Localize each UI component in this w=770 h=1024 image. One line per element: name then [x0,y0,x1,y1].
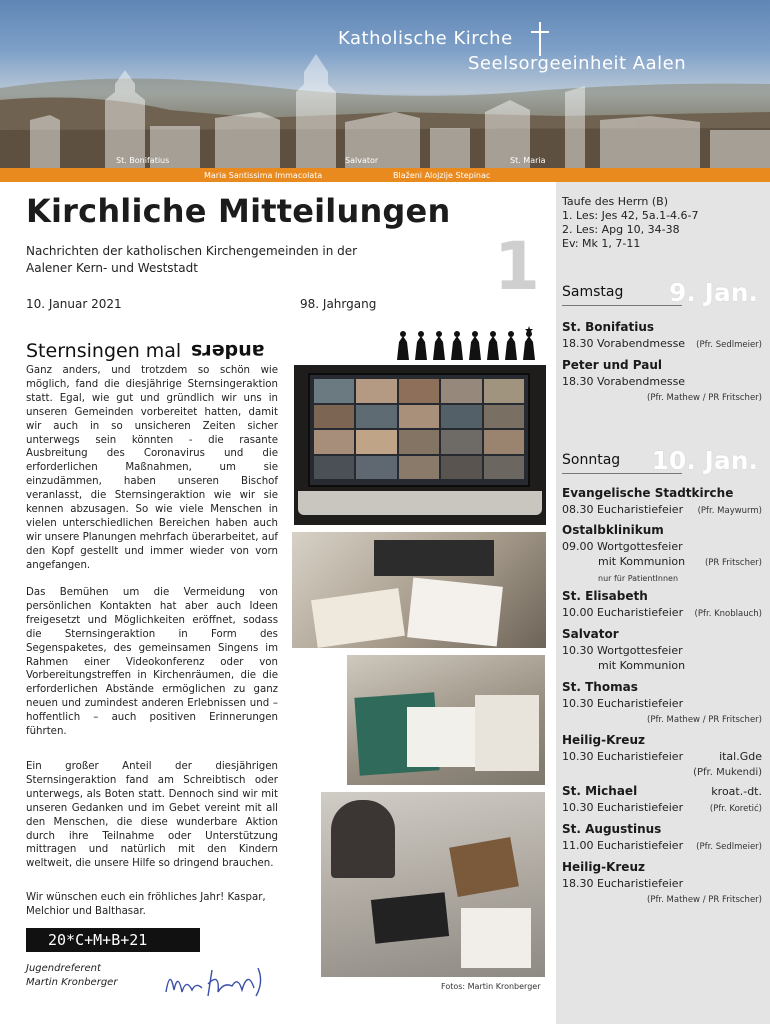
article-paragraph-1: Ganz anders, und trotzdem so schön wie möglich, fand die diesjährige Sternsingeraktion statt. Egal, wie gut und gründlich wir uns in unseren Gemeinden vorbereitet hatten, damit wir auch in so unsicheren Zeiten sicher unterwegs sein könnten - die rasante Ausbreitung des Coronavirus und die erforderlichen Maßnahmen, um sie einzudämmen, haben unseren Bischof veranlasst, die Sternsingeraktion wie wir sie kennen abzusagen. So wie viele Menschen in vielen unterschiedlichen Bereichen haben auch wir unsere Planungen mehrfach überarbeitet, auf den Kopf gestellt und immer wieder von vorn angefangen. [26,365,278,571]
service-time-2: mit Kommunion [598,555,686,568]
church-name: Ostalbklinikum [562,523,664,537]
service-time: 18.30 Eucharistiefeier [562,877,684,890]
church-name: St. Elisabeth [562,589,648,603]
issue-volume: 98. Jahrgang [300,297,377,311]
handwritten-signature-image [160,962,275,1000]
church-name: St. Michael [562,784,638,798]
star-singers-silhouette-icon [395,326,545,360]
service-entry [562,733,762,780]
day-header-saturday [556,278,770,314]
photo-desk-preparation [292,532,546,648]
church-name: Salvator [562,627,619,641]
reading-gospel: Ev: Mk 1, 7-11 [562,237,641,250]
service-entry [562,822,762,855]
church-label-stepinac: Blaženi Alojzije Stepinac [393,171,491,180]
service-priest: (Pfr. Sedlmeier) [696,340,762,350]
service-time: 11.00 Eucharistiefeier [562,839,684,852]
service-time: 10.30 Eucharistiefeier [562,697,684,710]
service-time: 10.30 Eucharistiefeier [562,801,684,814]
service-priest: (Pfr. Koretić) [709,804,762,814]
service-entry [562,680,762,728]
service-priest: (Pfr. Mathew / PR Fritscher) [647,895,762,905]
service-time: 10.30 Wortgottesfeier [562,644,683,657]
church-label-bar [0,168,770,182]
service-community: kroat.-dt. [711,785,762,798]
church-name: Peter und Paul [562,358,662,372]
city-panorama-image [0,0,770,168]
author-role: Jugendreferent [26,963,101,974]
service-time: 18.30 Vorabendmesse [562,337,686,350]
reading-first: 1. Les: Jes 42, 5a.1-4.6-7 [562,209,699,222]
author-name: Martin Kronberger [26,977,118,988]
service-entry [562,523,762,586]
day-underline [562,305,682,306]
header-banner [0,0,770,168]
service-time: 08.30 Eucharistiefeier [562,503,684,516]
service-entry [562,358,762,406]
service-priest: (Pfr. Mathew / PR Fritscher) [647,393,762,403]
blessing-stamp: 20*C+M+B+21 [26,928,200,952]
church-label-immacolata: Maria Santissima Immacolata [204,171,323,180]
church-label-st-maria: St. Maria [510,156,546,165]
day-date: 9. Jan. [668,278,758,307]
day-label: Samstag [562,284,624,300]
service-time-2: mit Kommunion [598,659,686,672]
service-priest: (PR Fritscher) [704,558,762,568]
brand-line-2: Seelsorgeeinheit Aalen [468,53,687,74]
church-name: Heilig-Kreuz [562,860,645,874]
church-name: St. Thomas [562,680,638,694]
service-entry [562,589,762,622]
service-time: 10.00 Eucharistiefeier [562,606,684,619]
brand-line-1: Katholische Kirche [338,28,513,49]
author-signature-block [26,962,117,990]
service-entry [562,860,762,908]
church-name: Evangelische Stadtkirche [562,486,734,500]
service-entry [562,627,762,673]
page-title: Kirchliche Mitteilungen [26,192,451,230]
day-date: 10. Jan. [651,446,758,475]
page-subtitle: Nachrichten der katholischen Kirchengemeinden in der Aalener Kern- und Weststadt [26,244,358,275]
day-header-sunday [556,446,770,482]
reading-second: 2. Les: Apg 10, 34-38 [562,223,680,236]
church-label-bonifatius: St. Bonifatius [116,156,170,165]
service-priest: (Pfr. Sedlmeier) [696,842,762,852]
photo-video-conference [294,365,546,525]
service-priest: (Pfr. Knoblauch) [694,609,762,619]
liturgy-readings [562,195,699,251]
service-priest: (Pfr. Maywurm) [697,506,762,516]
article-paragraph-3: Ein großer Anteil der diesjährigen Sternsingeraktion fand am Schreibtisch oder unterwegs, als Boten statt. Dennoch sind wir mit unseren Gedanken und im Gebet vereint mit all den Menschen, die diese wunderbare Aktion durch ihre Teilnahme oder Unterstützung mittragen und natürlich mit den Kindern weltweit, die unsere Hilfe so dringend brauchen. [26,761,278,870]
article-heading [26,340,265,362]
church-label-salvator: Salvator [345,156,379,165]
service-priest: (Pfr. Mathew / PR Fritscher) [647,715,762,725]
service-time: 18.30 Vorabendmesse [562,375,686,388]
church-name: Heilig-Kreuz [562,733,645,747]
service-note: nur für PatientInnen [598,574,679,583]
church-name: St. Augustinus [562,822,662,836]
church-name: St. Bonifatius [562,320,655,334]
article-paragraph-2: Das Bemühen um die Vermeidung von persönlichen Kontakten hat aber auch Ideen freigesetzt und Möglichkeiten eröffnet, sodass die Sternsingeraktion in Form des Segenspaketes, des gemeinsamen Singens im Rahmen einer Videokonferenz oder von Vorbereitungstreffen in Kirchenräumen, die die erforderlichen Abstände ermöglichen zu ganz neuen und zumindest anderen Erlebnissen und – hoffentlich – auch positiven Erinnerungen führten. [26,587,278,738]
article-paragraph-4: Wir wünschen euch ein fröhliches Jahr! Kaspar, Melchior und Balthasar. [26,892,266,917]
photo-packing-table [321,792,545,977]
service-community: ital.Gde [719,750,762,763]
service-time: 10.30 Eucharistiefeier [562,750,684,763]
service-entry [562,486,762,519]
day-label: Sonntag [562,452,621,468]
service-entry [562,784,762,817]
service-time: 09.00 Wortgottesfeier [562,540,683,553]
service-entry [562,320,762,353]
article-heading-text: Sternsingen mal [26,340,182,362]
reading-feast: Taufe des Herrn (B) [562,195,669,208]
cross-icon [528,22,552,56]
issue-date: 10. Januar 2021 [26,297,122,311]
issue-number: 1 [494,228,540,305]
photo-blessing-packages [347,655,545,785]
article-heading-flipped: anders [191,340,265,362]
service-priest: (Pfr. Mukendi) [693,767,762,778]
photo-credit: Fotos: Martin Kronberger [441,982,541,991]
